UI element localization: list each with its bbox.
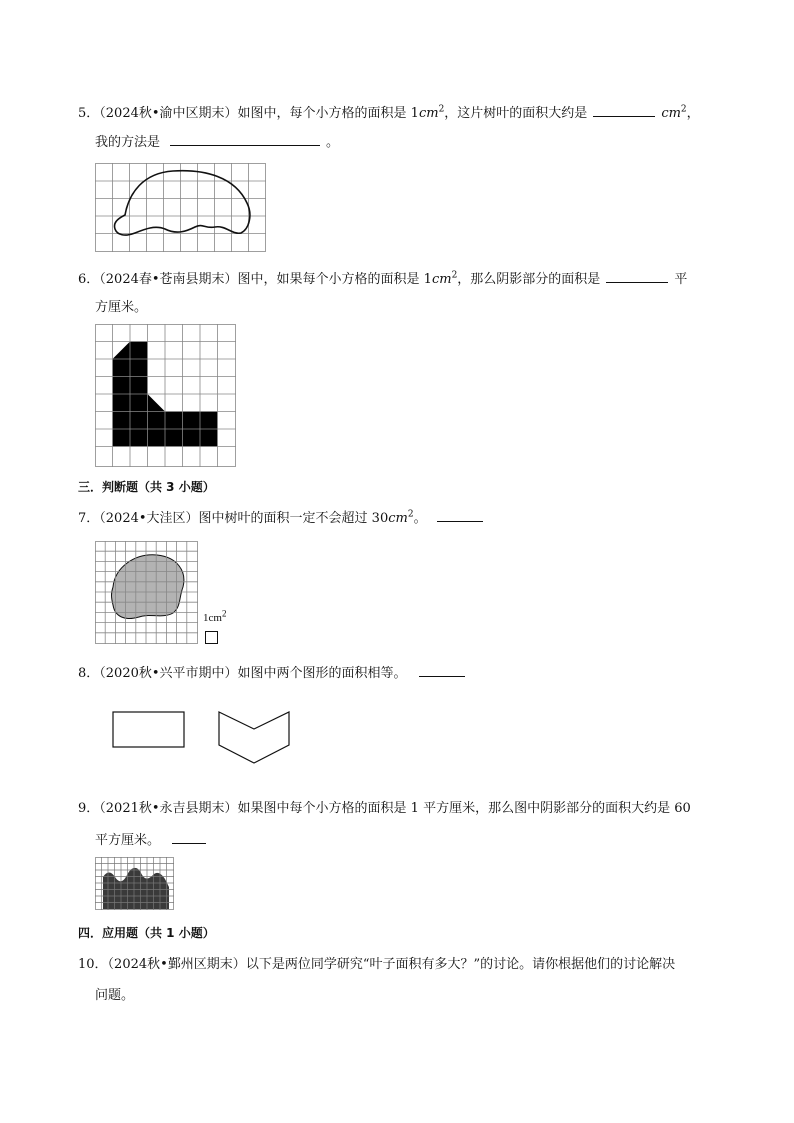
q7-number: 7． — [78, 511, 100, 526]
q5-line2-text: 我的方法是 — [95, 135, 161, 150]
q5-unit2: cm — [661, 106, 681, 121]
q6-source: （2024春•苍南县期末） — [99, 272, 238, 287]
q10-source: （2024秋•鄞州区期末） — [107, 957, 246, 972]
q5-text-c: ， — [686, 106, 700, 121]
q5-sup2: 2 — [680, 104, 687, 115]
q5-line2 — [95, 133, 339, 152]
q9-line2-text: 平方厘米。 — [95, 833, 161, 848]
q8-answer-blank[interactable] — [419, 664, 465, 677]
q7-text-b: 。 — [413, 511, 427, 526]
q8-number: 8． — [78, 666, 100, 681]
q10-number: 10． — [78, 957, 108, 972]
q7-unit-square — [205, 631, 219, 645]
q9-line2 — [95, 831, 212, 850]
q7-answer-blank[interactable] — [437, 509, 483, 522]
q9-mountain-figure — [95, 857, 175, 911]
q10-line2 — [95, 987, 134, 1005]
q5-text-a: 如图中，每个小方格的面积是 1 — [237, 106, 419, 121]
q9-answer-blank[interactable] — [172, 831, 206, 844]
q5-line1 — [78, 104, 700, 123]
q8-line1 — [78, 664, 471, 683]
q6-text-c: 平 — [674, 272, 688, 287]
q6-sup: 2 — [451, 270, 458, 281]
q6-text-b: ，那么阴影部分的面积是 — [457, 272, 601, 287]
q7-text-a: 图中树叶的面积一定不会超过 30 — [198, 511, 389, 526]
section-judge-heading: 三．判断题（共 3 小题） — [78, 480, 215, 494]
q8-rectangle-figure — [112, 711, 186, 749]
q7-unit-label-text: 1cm — [203, 612, 222, 624]
q5-end: 。 — [326, 135, 340, 150]
q5-number: 5． — [78, 106, 100, 121]
q5-leaf-outline — [114, 171, 249, 235]
q9-source: （2021秋•永吉县期末） — [99, 801, 238, 816]
q6-shaded-figure — [95, 324, 237, 468]
q6-unit: cm — [431, 272, 452, 287]
q7-unit-label — [203, 608, 227, 624]
q10-line1 — [78, 956, 675, 974]
q5-leaf-figure — [95, 163, 267, 253]
q10-line2-text: 问题。 — [95, 988, 135, 1003]
q8-chevron-figure — [218, 711, 292, 765]
q5-unit: cm — [418, 106, 439, 121]
q5-text-b: ，这片树叶的面积大约是 — [444, 106, 588, 121]
q8-text-a: 如图中两个图形的面积相等。 — [237, 666, 407, 681]
q7-source: （2024•大洼区） — [99, 511, 199, 526]
q5-answer-blank[interactable] — [593, 104, 655, 117]
q5-sup: 2 — [438, 104, 445, 115]
q7-line1 — [78, 509, 489, 528]
q9-number: 9． — [78, 801, 100, 816]
q6-line2-text: 方厘米。 — [95, 300, 148, 315]
q9-text-a: 如果图中每个小方格的面积是 1 平方厘米，那么图中阴影部分的面积大约是 60 — [237, 801, 691, 816]
q6-answer-blank[interactable] — [606, 270, 668, 283]
q5-method-blank[interactable] — [170, 133, 320, 146]
q6-number: 6． — [78, 272, 100, 287]
q8-source: （2020秋•兴平市期中） — [99, 666, 238, 681]
q6-text-a: 图中，如果每个小方格的面积是 1 — [237, 272, 432, 287]
q7-unit-label-sup: 2 — [221, 608, 227, 619]
q9-line1 — [78, 800, 691, 818]
q7-leaf-shape — [112, 555, 184, 619]
section-apply-heading: 四．应用题（共 1 小题） — [78, 926, 215, 940]
q7-sup: 2 — [407, 509, 414, 520]
q6-line1 — [78, 270, 687, 289]
q7-leaf-figure — [95, 541, 199, 645]
q5-grid — [95, 163, 266, 252]
q5-source: （2024秋•渝中区期末） — [99, 106, 238, 121]
q7-unit: cm — [388, 511, 408, 526]
q6-line2 — [95, 299, 147, 317]
q10-text-a: 以下是两位同学研究“叶子面积有多大？”的讨论。请你根据他们的讨论解决 — [245, 957, 676, 972]
